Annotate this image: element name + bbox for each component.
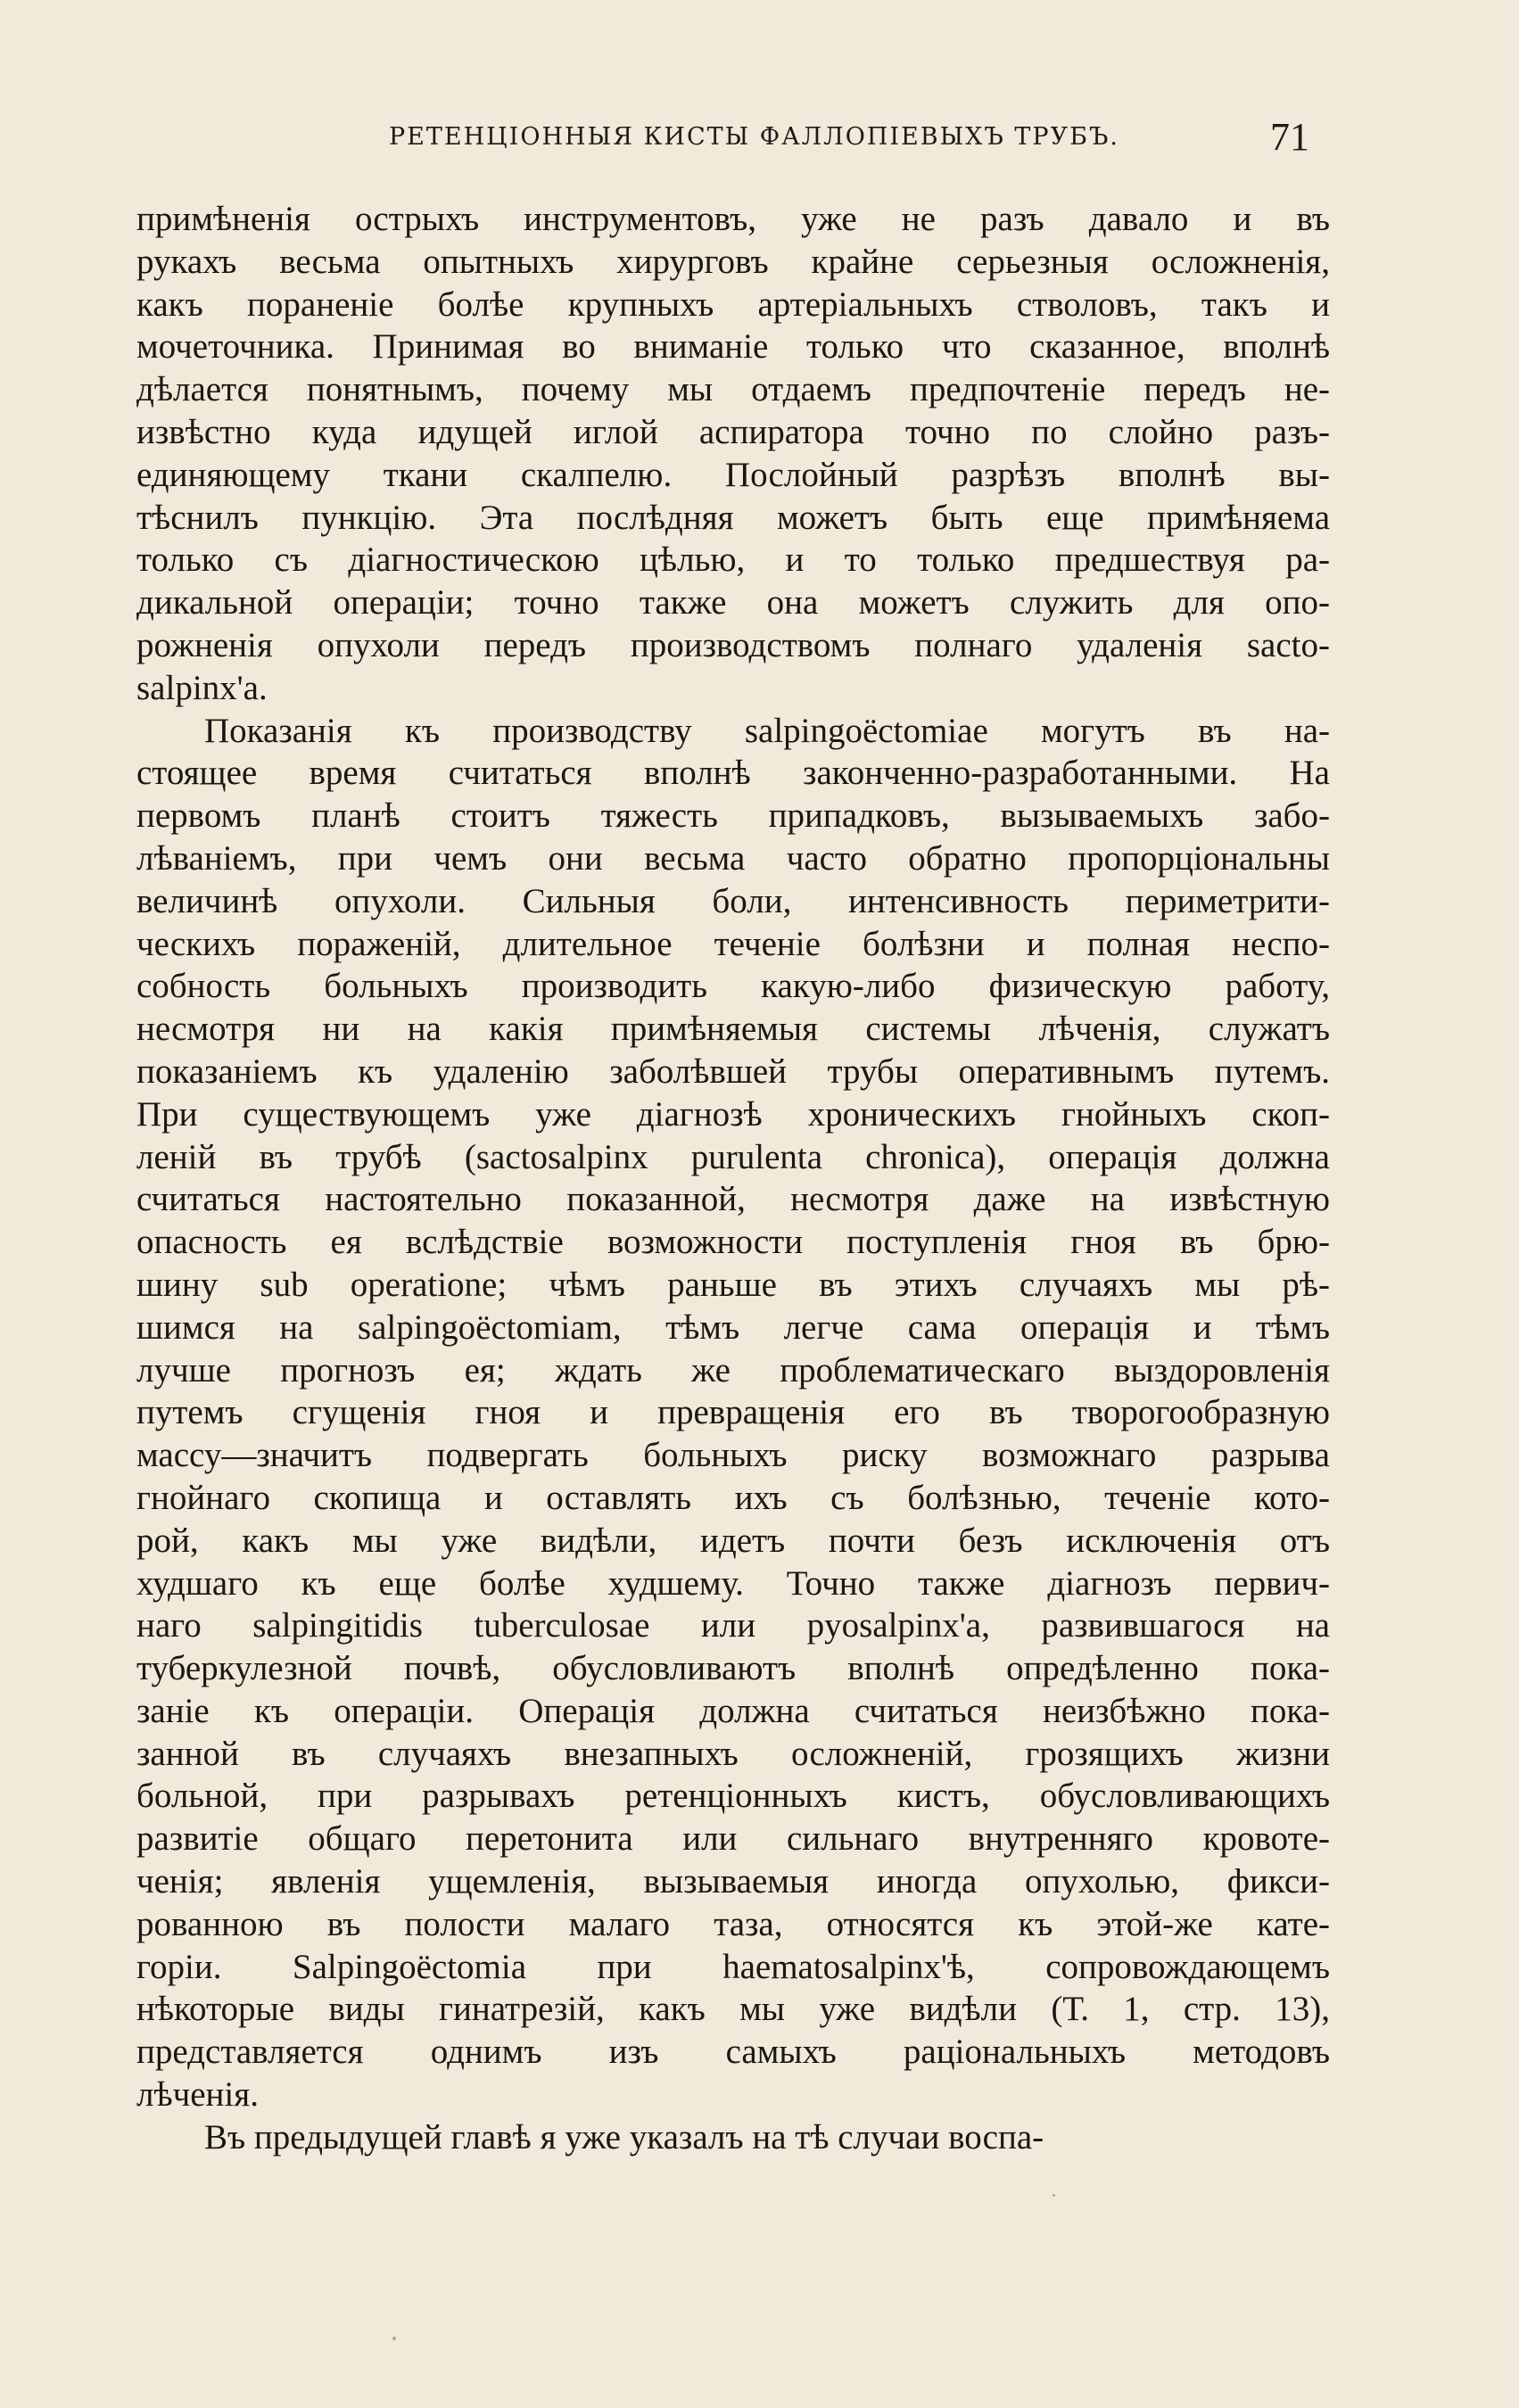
text-line: ченія; явленія ущемленія, вызываемыя иногда опухолью, фикси-	[136, 1862, 1330, 1901]
text-line: Въ предыдущей главѣ я уже указалъ на тѣ случаи воспа-	[204, 2117, 1044, 2156]
text-line: salpinx'а.	[136, 668, 268, 707]
text-line: мочеточника. Принимая во вниманіе только что сказанное, вполнѣ	[136, 327, 1330, 367]
text-line: какъ пораненіе болѣе крупныхъ артеріальныхъ стволовъ, такъ и	[136, 285, 1330, 324]
page-number: 71	[1270, 115, 1309, 159]
text-line: тѣснилъ пункцію. Эта послѣдняя можетъ быть еще примѣняема	[136, 498, 1330, 537]
text-line: показаніемъ къ удаленію заболѣвшей трубы оперативнымъ путемъ.	[136, 1051, 1330, 1091]
text-line: лѣваніемъ, при чемъ они весьма часто обратно пропорціональны	[136, 838, 1330, 878]
text-line: несмотря ни на какія примѣняемыя системы лѣченія, служатъ	[136, 1010, 1330, 1049]
paper-speck	[1053, 2194, 1055, 2197]
text-line: первомъ планѣ стоитъ тяжесть припадковъ, вызываемыхъ забо-	[136, 796, 1330, 836]
text-line: нѣкоторые виды гинатрезій, какъ мы уже видѣли (Т. 1, стр. 13),	[136, 1990, 1330, 2029]
text-line: больной, при разрывахъ ретенціонныхъ кистъ, обусловливающихъ	[136, 1777, 1330, 1816]
text-line: шимся на salpingoëctomiam, тѣмъ легче сама операція и тѣмъ	[136, 1307, 1330, 1347]
text-line: извѣстно куда идущей иглой аспиратора точно по слойно разъ-	[136, 412, 1330, 451]
text-line: рожненія опухоли передъ производствомъ полнаго удаленія sacto-	[136, 625, 1330, 664]
text-line: величинѣ опухоли. Сильныя боли, интенсивность периметрити-	[136, 881, 1330, 920]
text-line: лучше прогнозъ ея; ждать же проблематическаго выздоровленія	[136, 1350, 1330, 1390]
text-line: занной въ случаяхъ внезапныхъ осложненій, грозящихъ жизни	[136, 1734, 1330, 1773]
text-line: рованною въ полости малаго таза, относятся къ этой-же кате-	[136, 1904, 1330, 1943]
text-line: рукахъ весьма опытныхъ хирурговъ крайне серьезныя осложненія,	[136, 242, 1330, 281]
text-line: примѣненія острыхъ инструментовъ, уже не разъ давало и въ	[136, 200, 1330, 238]
text-line: заніе къ операціи. Операція должна считаться неизбѣжно пока-	[136, 1691, 1330, 1730]
text-line: Показанія къ производству salpingoëctomiae могутъ въ на-	[204, 711, 1330, 750]
text-line: единяющему ткани скалпелю. Послойный разрѣзъ вполнѣ вы-	[136, 455, 1330, 494]
text-line: считаться настоятельно показанной, несмотря даже на извѣстную	[136, 1180, 1330, 1219]
text-line: худшаго къ еще болѣе худшему. Точно также діагнозъ первич-	[136, 1563, 1330, 1603]
running-title: РЕТЕНЦІОННЫЯ КИСТЫ ФАЛЛОПІЕВЫХЪ ТРУБЪ.	[389, 123, 1119, 151]
text-line: путемъ сгущенія гноя и превращенія его въ творогообразную	[136, 1393, 1330, 1432]
text-line: шину sub operatione; чѣмъ раньше въ этихъ случаяхъ мы рѣ-	[136, 1265, 1330, 1304]
text-line: При существующемъ уже діагнозѣ хроническихъ гнойныхъ скоп-	[136, 1094, 1330, 1134]
text-line: дикальной операціи; точно также она можетъ служить для опо-	[136, 583, 1330, 623]
text-line: лѣченія.	[136, 2075, 259, 2115]
text-line: опасность ея вслѣдствіе возможности поступленія гноя въ брю-	[136, 1223, 1330, 1262]
body-text	[136, 198, 1330, 2159]
text-line: туберкулезной почвѣ, обусловливаютъ вполнѣ опредѣленно пока-	[136, 1649, 1330, 1688]
text-line: рой, какъ мы уже видѣли, идетъ почти безъ исключенія отъ	[136, 1521, 1330, 1560]
text-line: горіи. Salpingoëctomia при haematosalpinx'ѣ, сопровождающемъ	[136, 1947, 1330, 1986]
text-line: ческихъ пораженій, длительное теченіе болѣзни и полная неспо-	[136, 924, 1330, 963]
text-line: собность больныхъ производить какую-либо физическую работу,	[136, 967, 1330, 1006]
text-line: только съ діагностическою цѣлью, и то только предшествуя ра-	[136, 540, 1330, 580]
text-line: представляется однимъ изъ самыхъ раціональныхъ методовъ	[136, 2033, 1330, 2072]
text-line: наго salpingitidis tuberculosae или pyosalpinx'а, развившагося на	[136, 1606, 1330, 1645]
text-line: стоящее время считаться вполнѣ законченно-разработанными. На	[136, 754, 1330, 793]
text-line: леній въ трубѣ (sactosalpinx purulenta chronica), операція должна	[136, 1137, 1330, 1176]
text-line: массу—значитъ подвергать больныхъ риску возможнаго разрыва	[136, 1436, 1330, 1475]
paper-speck	[392, 2337, 396, 2340]
text-line: гнойнаго скопища и оставлять ихъ съ болѣзнью, теченіе кото-	[136, 1478, 1330, 1517]
text-line: развитіе общаго перетонита или сильнаго внутренняго кровоте-	[136, 1819, 1330, 1859]
text-line: дѣлается понятнымъ, почему мы отдаемъ предпочтеніе передъ не-	[136, 370, 1330, 409]
